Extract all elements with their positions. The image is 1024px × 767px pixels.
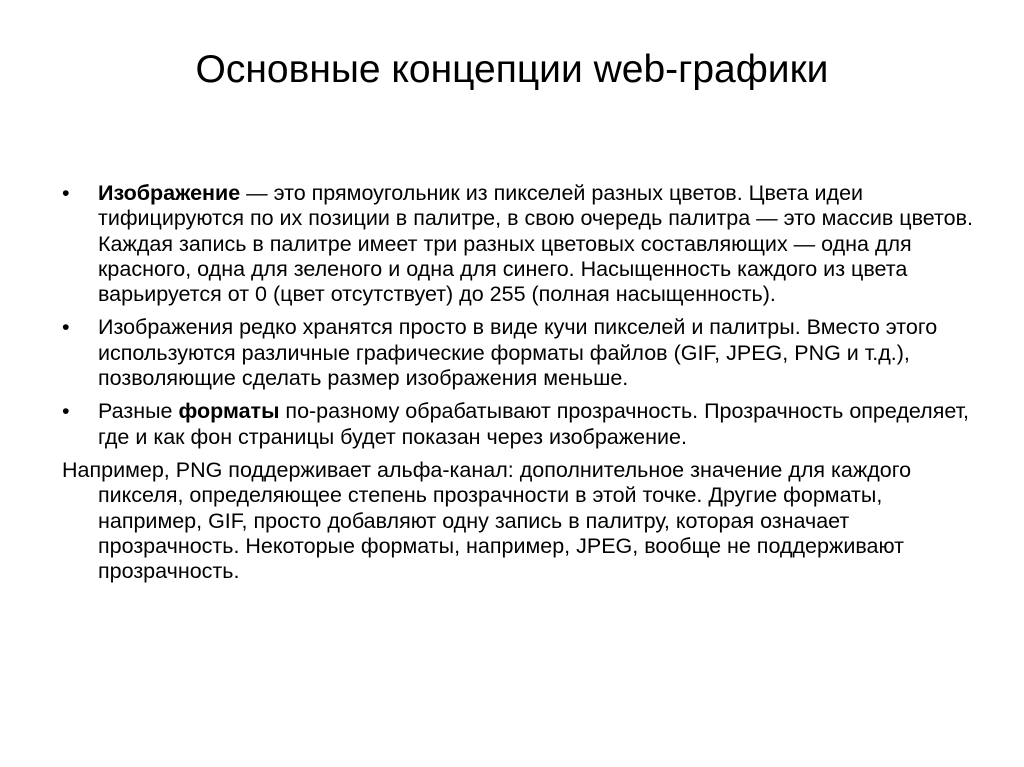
bullet-item bbox=[62, 399, 982, 450]
bullet-text bbox=[98, 181, 973, 306]
example-paragraph: Например, PNG поддерживает альфа-канал: дополнительное значение для каждого пикселя, определяющее степень прозрачности в этой точке. Другие форматы, например, GIF, просто добавляют одну запись в палитру, которая означает прозрачность. Некоторые форматы, например, JPEG, вообще не поддерживают прозрачность. bbox=[62, 457, 912, 584]
bullet-text-before: Разные bbox=[98, 399, 179, 424]
bullet-bold-word: форматы bbox=[178, 399, 280, 424]
bullet-marker: • bbox=[62, 181, 70, 205]
bullet-body: — это прямоугольник из пикселей разных цветов. Цвета идеи тифицируются по их позиции в палитре, в свою очередь палитра — это массив цветов. Каждая запись в палитре имеет три разных цветовых составляющих — одна для красного, одна для зеленого и одна для синего. Насыщенность каждого из цвета варьируется от 0 (цвет отсутствует) до 255 (полная насыщенность). bbox=[98, 181, 973, 307]
bullet-text: Изображения редко хранятся просто в виде кучи пикселей и палитры. Вместо этого используются различные графические форматы файлов (GIF, JPEG, PNG и т.д.), позволяющие сделать размер изображения меньше. bbox=[98, 315, 938, 391]
bullet-bold-lead: Изображение bbox=[98, 181, 241, 205]
slide-content bbox=[62, 181, 982, 584]
bullet-item bbox=[62, 181, 982, 307]
bullet-text-after: по-разному обрабатывают прозрачность. Прозрачность определяет, где и как фон страницы будет показан через изображение. bbox=[98, 399, 970, 449]
slide-title: Основные концепции web-графики bbox=[195, 48, 829, 91]
bullet-marker: • bbox=[62, 399, 70, 424]
bullet-marker: • bbox=[62, 315, 70, 340]
bullet-text bbox=[98, 399, 969, 448]
bullet-item bbox=[62, 315, 982, 391]
